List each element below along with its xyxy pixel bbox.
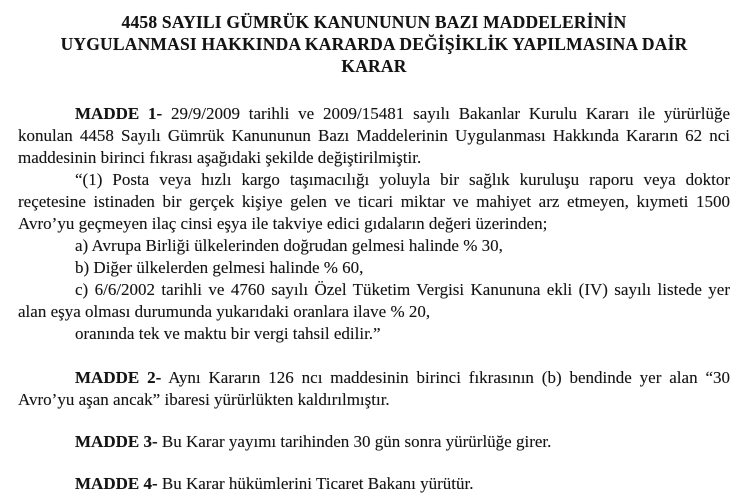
- title-line-3: KARAR: [341, 56, 407, 76]
- article-4-label: MADDE 4-: [75, 474, 158, 493]
- provision-item-a: a) Avrupa Birliği ülkelerinden doğrudan gelmesi halinde % 30,: [75, 236, 503, 255]
- article-4-body: Bu Karar hükümlerini Ticaret Bakanı yürütür.: [161, 474, 474, 493]
- article-4-paragraph: [18, 473, 730, 495]
- title-line-2: UYGULANMASI HAKKINDA KARARDA DEĞİŞİKLİK YAPILMASINA DAİR: [60, 34, 688, 54]
- article-3-label: MADDE 3-: [75, 432, 158, 451]
- provision-intro-paragraph: “(1) Posta veya hızlı kargo taşımacılığı yoluyla bir sağlık kuruluşu raporu veya doktor reçetesine istinaden bir gerçek kişiye gelen ve ticari miktar ve mahiyet arz etmeyen, kıymeti 1500 Avro’yu geçmeyen ilaç cinsi eşya ile takviye edici gıdaların değeri üzerinden;: [18, 170, 730, 233]
- article-2-body: Aynı Kararın 126 ncı maddesinin birinci fıkrasının (b) bendinde yer alan “30 Avro’yu aşan ancak” ibaresi yürürlükten kaldırılmıştır.: [18, 368, 730, 409]
- article-2-label: MADDE 2-: [75, 368, 162, 387]
- article-3-paragraph: [18, 431, 730, 453]
- article-1-body: 29/9/2009 tarihli ve 2009/15481 sayılı Bakanlar Kurulu Kararı ile yürürlüğe konulan 4458 Sayılı Gümrük Kanununun Bazı Maddelerinin Uygulanması Hakkında Kararın 62 nci maddesinin birinci fıkrası aşağıdaki şekilde değiştirilmiştir.: [18, 104, 730, 167]
- article-1-paragraph: [18, 103, 730, 169]
- article-1-label: MADDE 1-: [75, 104, 163, 123]
- article-2-paragraph: [18, 367, 730, 411]
- provision-item-b: b) Diğer ülkelerden gelmesi halinde % 60,: [75, 258, 364, 277]
- provision-closing: oranında tek ve maktu bir vergi tahsil edilir.”: [75, 324, 381, 343]
- article-3-body: Bu Karar yayımı tarihinden 30 gün sonra yürürlüğe girer.: [161, 432, 552, 451]
- provision-item-c: c) 6/6/2002 tarihli ve 4760 sayılı Özel Tüketim Vergisi Kanununa ekli (IV) sayılı listede yer alan eşya olması durumunda yukarıdaki oranlara ilave % 20,: [18, 280, 730, 321]
- document-title: [18, 11, 730, 77]
- title-line-1: 4458 SAYILI GÜMRÜK KANUNUNUN BAZI MADDELERİNİN: [121, 12, 627, 32]
